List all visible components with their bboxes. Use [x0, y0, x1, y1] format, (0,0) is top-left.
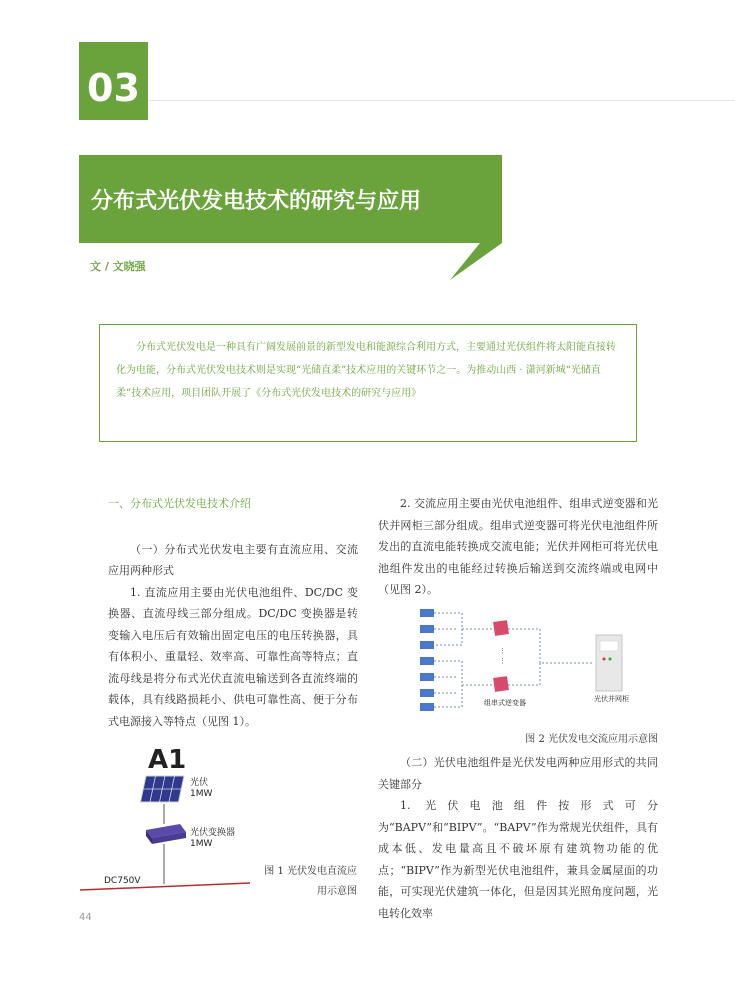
paragraph-dc: 1. 直流应用主要由光伏电池组件、DC/DC 变换器、直流母线三部分组成。DC/DC 变换器是转变输入电压后有效输出固定电压的电压转换器，具有体积小、重量轻、效率高、可靠性高等特点；直流母线是将分布式光伏直流电输送到各直流终端的载体，具有线路损耗小、供电可靠性高、便于分布式电源接入等特点（见图 1）。: [108, 585, 358, 728]
fig2-inverter-label: 组串式逆变器: [484, 699, 526, 707]
fig1-pv-label: 光伏: [190, 778, 209, 788]
paragraph-bapv-bipv: 1. 光伏电池组件按形式可分为“BAPV”和“BIPV”。“BAPV”作为常规光伏组件，具有成本低、发电量高且不破坏原有建筑物功能的优点；“BIPV”作为新型光伏电池组件，兼具金属屋面的功能，可实现光伏建筑一体化，但是因其光照角度问题，光电转化效率: [378, 799, 658, 920]
title-tail-triangle: [450, 243, 502, 280]
paragraph-ac: 2. 交流应用主要由光伏电池组件、组串式逆变器和光伏并网柜三部分组成。组串式逆变器可将光伏电池组件所发出的直流电能转换成交流电能；光伏并网柜可将光伏电池组件发出的电能经过转换后输送到交流终端或电网中（见图 2）。: [378, 497, 658, 596]
converter-icon: [146, 824, 186, 844]
paragraph-forms: （一）分布式光伏发电主要有直流应用、交流应用两种形式: [108, 542, 358, 577]
pv-array-icons: [420, 609, 434, 711]
svg-text:⋮: ⋮: [499, 647, 506, 655]
abstract-box: [99, 324, 637, 442]
abstract-text: 分布式光伏发电是一种具有广阔发展前景的新型发电和能源综合利用方式，主要通过光伏组件将太阳能直接转化为电能，分布式光伏发电技术则是实现“光储直柔”技术应用的关键环节之一。为推动山西 · 潇河新城“光储直柔”技术应用，项目团队开展了《分布式光伏发电技术的研究与应用》: [116, 342, 616, 399]
fig1-label: A1: [148, 745, 187, 775]
author-line: 文 / 文晓强: [90, 260, 146, 273]
solar-panel-icon: [140, 776, 184, 802]
svg-text:⋮: ⋮: [499, 657, 506, 665]
title-band: [79, 155, 502, 243]
fig2-cabinet-label: 光伏并网柜: [594, 695, 629, 703]
fig1-converter-power: 1MW: [190, 839, 213, 849]
section-heading: 一、分布式光伏发电技术介绍: [108, 497, 251, 510]
figure-1-diagram: [78, 738, 253, 898]
header-rule: [148, 100, 735, 101]
fig1-bus-label: DC750V: [104, 876, 141, 886]
page-number: 44: [79, 912, 92, 923]
left-column: [108, 493, 358, 732]
inverter-icons: [493, 620, 509, 692]
right-column: [378, 493, 658, 601]
figure-2-caption: 图 2 光伏发电交流应用示意图: [525, 734, 658, 745]
fig1-converter-label: 光伏变换器: [190, 828, 236, 838]
grid-cabinet-icon: [596, 635, 622, 691]
fig1-pv-power: 1MW: [190, 789, 213, 799]
right-column-continued: [378, 752, 658, 924]
section-number: 03: [87, 66, 140, 110]
figure-1-caption: 图 1 光伏发电直流应用示意图: [264, 866, 357, 897]
paragraph-key-part: （二）光伏电池组件是光伏发电两种应用形式的共同关键部分: [378, 756, 658, 791]
section-number-badge: [79, 42, 148, 120]
article-title: 分布式光伏发电技术的研究与应用: [91, 188, 422, 214]
figure-2-diagram: [412, 605, 650, 717]
